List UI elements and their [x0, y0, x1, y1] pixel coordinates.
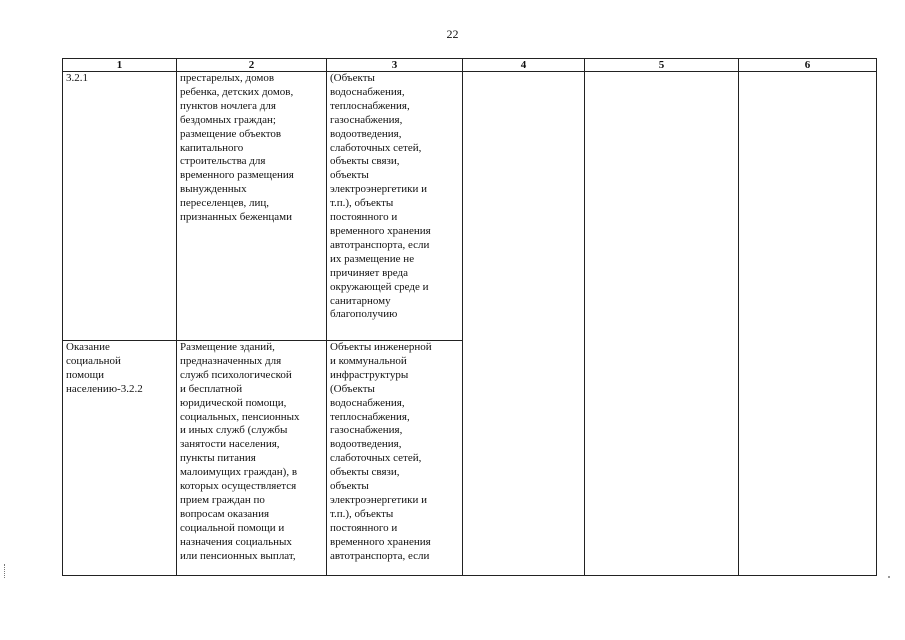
row1-col3-line: благополучию	[330, 308, 398, 321]
row1-col3-line: (Объекты	[330, 72, 375, 84]
scan-edge-mark	[4, 564, 7, 578]
row2-col3-line: водоснабжения,	[330, 396, 405, 409]
row1-col3-line: санитарному	[330, 294, 391, 307]
row1-col3-line: газоснабжения,	[330, 113, 403, 126]
row1-col3-line: теплоснабжения,	[330, 99, 410, 112]
row2-col2-line: занятости населения,	[180, 438, 280, 451]
row1-col2-line: бездомных граждан;	[180, 113, 276, 126]
row1-col2-line: признанных беженцами	[180, 211, 292, 224]
row2-col1-line: населению-3.2.2	[66, 382, 143, 395]
row1-col1-cell	[63, 72, 177, 341]
row2-col2-line: Размещение зданий,	[180, 341, 275, 353]
page-number: 22	[446, 27, 459, 41]
row1-col3-line: постоянного и	[330, 211, 398, 224]
row2-col3-line: Объекты инженерной	[330, 341, 432, 353]
row1-col3-line: электроэнергетики и	[330, 183, 427, 196]
row2-col3-line: газоснабжения,	[330, 424, 403, 437]
row1-col2-line: капитального	[180, 141, 244, 154]
row2-col1-line: Оказание	[66, 341, 110, 353]
row2-col2-line: малоимущих граждан), в	[180, 466, 298, 479]
row2-col3-line: временного хранения	[330, 535, 431, 548]
row1-col2-line: пунктов ночлега для	[180, 99, 276, 112]
row2-col2-line: прием граждан по	[180, 493, 265, 506]
row2-col2-line: служб психологической	[180, 368, 292, 381]
row2-col1-line: социальной	[66, 354, 121, 367]
row1-col3-line: слаботочных сетей,	[330, 141, 422, 154]
row1-col2-cell	[177, 72, 327, 341]
row2-col1-cell	[63, 341, 177, 576]
header-col-3: 3	[327, 59, 463, 72]
row1-col2-line: размещение объектов	[180, 127, 282, 140]
row2-col2-line: или пенсионных выплат,	[180, 549, 296, 562]
row2-col2-line: пункты питания	[180, 452, 256, 465]
row1-col2-line: строительства для	[180, 155, 266, 168]
row2-col1-line: помощи	[66, 368, 104, 381]
row2-col3-line: электроэнергетики и	[330, 493, 427, 506]
row2-col3-line: водоотведения,	[330, 438, 402, 451]
row2-col2-line: юридической помощи,	[180, 396, 287, 409]
row1-col3-line: т.п.), объекты	[330, 197, 394, 210]
row1-col3-line: объекты	[330, 169, 369, 182]
header-col-4: 4	[463, 59, 585, 72]
row1-col3-line: водоотведения,	[330, 127, 402, 140]
row2-col3-line: инфраструктуры	[330, 368, 409, 381]
row2-col3-line: слаботочных сетей,	[330, 452, 422, 465]
scan-dust-mark	[888, 576, 890, 578]
row2-col3-line: объекты	[330, 480, 369, 493]
table-header-row	[63, 59, 877, 72]
row2-col3-cell	[327, 341, 463, 576]
header-col-6: 6	[739, 59, 877, 72]
row1-col3-line: автотранспорта, если	[330, 238, 430, 251]
row2-col2-line: и иных служб (службы	[180, 424, 288, 437]
row2-col3-line: т.п.), объекты	[330, 507, 394, 520]
row1-col2-line: переселенцев, лиц,	[180, 197, 270, 210]
header-col-1: 1	[63, 59, 177, 72]
row2-col2-line: назначения социальных	[180, 535, 292, 548]
row1-col3-cell	[327, 72, 463, 341]
row2-col3-line: объекты связи,	[330, 466, 400, 479]
row1-col3-line: причиняет вреда	[330, 266, 408, 279]
row2-col2-cell	[177, 341, 327, 576]
row1-col2-line: временного размещения	[180, 169, 294, 182]
row1-col3-line: объекты связи,	[330, 155, 400, 168]
row2-col2-line: социальной помощи и	[180, 521, 285, 534]
row2-col3-line: автотранспорта, если	[330, 549, 430, 562]
row1-col3-line: окружающей среде и	[330, 280, 429, 293]
row1-col2-line: престарелых, домов	[180, 72, 275, 84]
header-col-5: 5	[585, 59, 739, 72]
row2-col2-line: вопросам оказания	[180, 507, 270, 520]
zoning-table	[62, 58, 877, 576]
table-row	[63, 72, 877, 341]
row2-col3-line: (Объекты	[330, 382, 375, 395]
row2-col2-line: социальных, пенсионных	[180, 410, 300, 423]
row1-col3-line: водоснабжения,	[330, 85, 405, 98]
row2-col3-line: постоянного и	[330, 521, 398, 534]
row1-col4-cell	[463, 72, 585, 576]
row2-col2-line: и бесплатной	[180, 382, 243, 395]
header-col-2: 2	[177, 59, 327, 72]
row1-col5-cell	[585, 72, 739, 576]
row1-col2-line: ребенка, детских домов,	[180, 85, 294, 98]
row1-col3-line: временного хранения	[330, 224, 431, 237]
row2-col2-line: предназначенных для	[180, 354, 282, 367]
row1-col6-cell	[739, 72, 877, 576]
row1-col2-line: вынужденных	[180, 183, 247, 196]
row1-col1-line: 3.2.1	[66, 72, 88, 84]
row2-col2-line: которых осуществляется	[180, 480, 297, 493]
row2-col3-line: и коммунальной	[330, 354, 407, 367]
row1-col3-line: их размещение не	[330, 252, 415, 265]
row2-col3-line: теплоснабжения,	[330, 410, 410, 423]
